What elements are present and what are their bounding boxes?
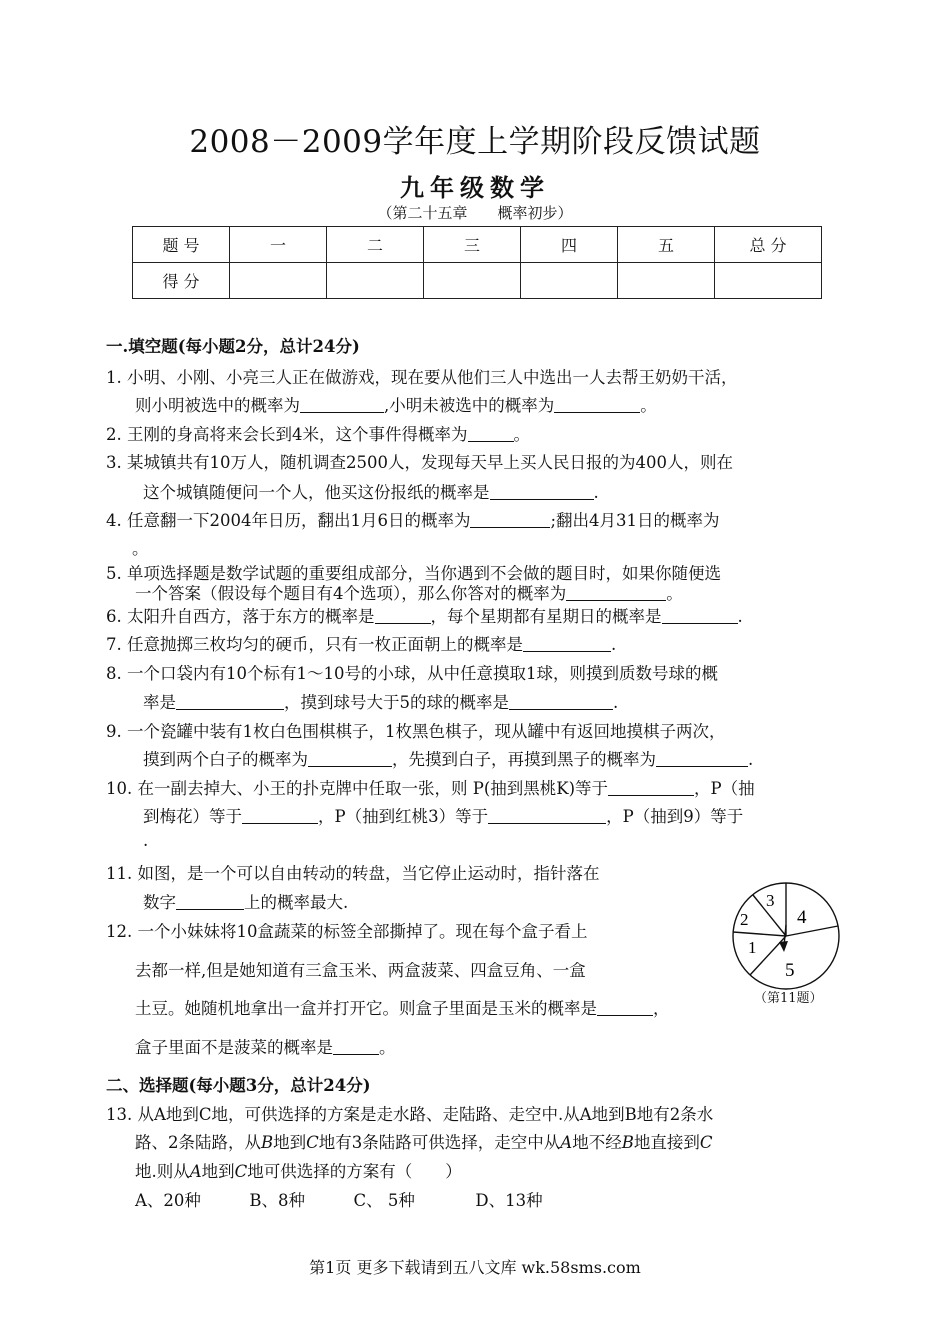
question-line: 土豆。她随机地拿出一盒并打开它。则盒子里面是玉米的概率是 ， xyxy=(135,999,670,1018)
question-line: 13. 从A地到C地，可供选择的方案是走水路、走陆路、走空中.从A地到B地有2条水 xyxy=(106,1105,714,1124)
section1-heading: 一.填空题(每小题2分，总计24分) xyxy=(106,337,360,356)
score-table-cell: 五 xyxy=(618,227,715,263)
score-table-cell: 四 xyxy=(521,227,618,263)
spinner-divider xyxy=(733,932,786,936)
spinner-label: 2 xyxy=(740,910,749,929)
spinner-label: 4 xyxy=(797,907,807,928)
score-input-cell[interactable] xyxy=(715,263,822,299)
question-line: 盒子里面不是菠菜的概率是 。 xyxy=(135,1038,396,1057)
question-line: 路、2条陆路，从B地到C地有3条陆路可供选择，走空中从A地不经B地直接到C xyxy=(135,1133,713,1152)
section2-heading: 二、选择题(每小题3分，总计24分) xyxy=(106,1076,371,1095)
question-line: 地.则从A地到C地可供选择的方案有（ ） xyxy=(135,1162,462,1181)
question-line: 这个城镇随便问一个人，他买这份报纸的概率是 . xyxy=(143,483,599,502)
answer-blank[interactable] xyxy=(656,750,748,767)
answer-blank[interactable] xyxy=(176,893,244,910)
score-table-cell: 一 xyxy=(230,227,327,263)
question-line: 则小明被选中的概率为 ,小明未被选中的概率为 。 xyxy=(135,396,657,415)
question-line: 2. 王刚的身高将来会长到4米，这个事件得概率为 。 xyxy=(106,425,530,444)
question-line: 数字 上的概率最大. xyxy=(143,893,349,912)
answer-blank[interactable] xyxy=(300,396,384,413)
question-line: 6. 太阳升自西方，落于东方的概率是 ，每个星期都有星期日的概率是 . xyxy=(106,607,743,626)
answer-blank[interactable] xyxy=(375,607,431,624)
question-line: 到梅花）等于 ，P（抽到红桃3）等于 ，P（抽到9）等于 xyxy=(143,807,744,826)
score-table-cell: 得 分 xyxy=(133,263,230,299)
spinner-pointer-head xyxy=(779,941,788,952)
answer-blank[interactable] xyxy=(488,807,606,824)
score-input-cell[interactable] xyxy=(327,263,424,299)
question-line: 12. 一个小妹妹将10盒蔬菜的标签全部撕掉了。现在每个盒子看上 xyxy=(106,922,588,941)
answer-blank[interactable] xyxy=(608,779,694,796)
chapter-label: （第二十五章 概率初步） xyxy=(377,204,573,222)
score-table-score-row xyxy=(133,263,822,299)
score-table-cell: 总 分 xyxy=(715,227,822,263)
score-table xyxy=(132,226,822,299)
figure-caption: （第11题） xyxy=(754,991,823,1006)
exam-subtitle: 九年级数学 xyxy=(400,173,550,202)
option-d[interactable]: D、13种 xyxy=(475,1191,543,1210)
question-line: 5. 单项选择题是数学试题的重要组成部分，当你遇到不会做的题目时，如果你随便选 xyxy=(106,564,721,583)
question-line: 摸到两个白子的概率为 ，先摸到白子，再摸到黑子的概率为 . xyxy=(143,750,754,769)
score-input-cell[interactable] xyxy=(521,263,618,299)
question-line: 8. 一个口袋内有10个标有1～10号的小球，从中任意摸取1球，则摸到质数号球的概 xyxy=(106,664,718,683)
question-line: 10. 在一副去掉大、小王的扑克牌中任取一张，则 P(抽到黑桃K)等于 ，P（抽 xyxy=(106,779,755,798)
answer-blank[interactable] xyxy=(523,635,611,652)
score-table-header-row xyxy=(133,227,822,263)
question-line: 一个答案（假设每个题目有4个选项），那么你答对的概率为 。 xyxy=(135,584,683,603)
option-a[interactable]: A、20种 xyxy=(135,1191,201,1210)
question-line: 1. 小明、小刚、小亮三人正在做游戏，现在要从他们三人中选出一人去帮王奶奶干活， xyxy=(106,368,738,387)
spinner-label: 5 xyxy=(785,960,795,981)
answer-blank[interactable] xyxy=(554,396,640,413)
answer-blank[interactable] xyxy=(308,750,392,767)
answer-blank[interactable] xyxy=(176,693,284,710)
answer-options xyxy=(135,1187,543,1211)
answer-blank[interactable] xyxy=(662,607,738,624)
question-line: 3. 某城镇共有10万人，随机调查2500人，发现每天早上买人民日报的为400人，则在 xyxy=(106,453,733,472)
answer-blank[interactable] xyxy=(470,511,550,528)
score-input-cell[interactable] xyxy=(424,263,521,299)
score-table-cell: 二 xyxy=(327,227,424,263)
question-line: 7. 任意抛掷三枚均匀的硬币，只有一枚正面朝上的概率是 . xyxy=(106,635,617,654)
score-table-cell: 三 xyxy=(424,227,521,263)
answer-blank[interactable] xyxy=(333,1038,379,1055)
option-b[interactable]: B、8种 xyxy=(249,1191,306,1210)
spinner-label: 1 xyxy=(748,938,757,957)
answer-blank[interactable] xyxy=(468,425,514,442)
answer-blank[interactable] xyxy=(566,584,666,601)
score-input-cell[interactable] xyxy=(230,263,327,299)
answer-blank[interactable] xyxy=(597,999,653,1016)
option-c[interactable]: C、 5种 xyxy=(353,1191,415,1210)
question-line: 。 xyxy=(132,539,149,558)
question-line: 去都一样,但是她知道有三盒玉米、两盒菠菜、四盒豆角、一盒 xyxy=(135,961,586,980)
exam-title: 2008－2009学年度上学期阶段反馈试题 xyxy=(189,124,761,160)
answer-blank[interactable] xyxy=(490,483,594,500)
question-line: . xyxy=(143,831,149,850)
page-footer: 第1页 更多下载请到五八文库 wk.58sms.com xyxy=(309,1258,641,1277)
spinner-divider xyxy=(786,926,838,936)
question-line: 11. 如图，是一个可以自由转动的转盘，当它停止运动时，指针落在 xyxy=(106,864,600,883)
spinner-label: 3 xyxy=(766,891,775,910)
question-line: 9. 一个瓷罐中装有1枚白色围棋棋子，1枚黑色棋子，现从罐中有返回地摸棋子两次， xyxy=(106,722,726,741)
answer-blank[interactable] xyxy=(509,693,613,710)
score-input-cell[interactable] xyxy=(618,263,715,299)
question-line: 4. 任意翻一下2004年日历，翻出1月6日的概率为 ;翻出4月31日的概率为 xyxy=(106,511,720,530)
answer-blank[interactable] xyxy=(242,807,318,824)
score-table-cell: 题 号 xyxy=(133,227,230,263)
question-line: 率是 ，摸到球号大于5的球的概率是 . xyxy=(143,693,619,712)
